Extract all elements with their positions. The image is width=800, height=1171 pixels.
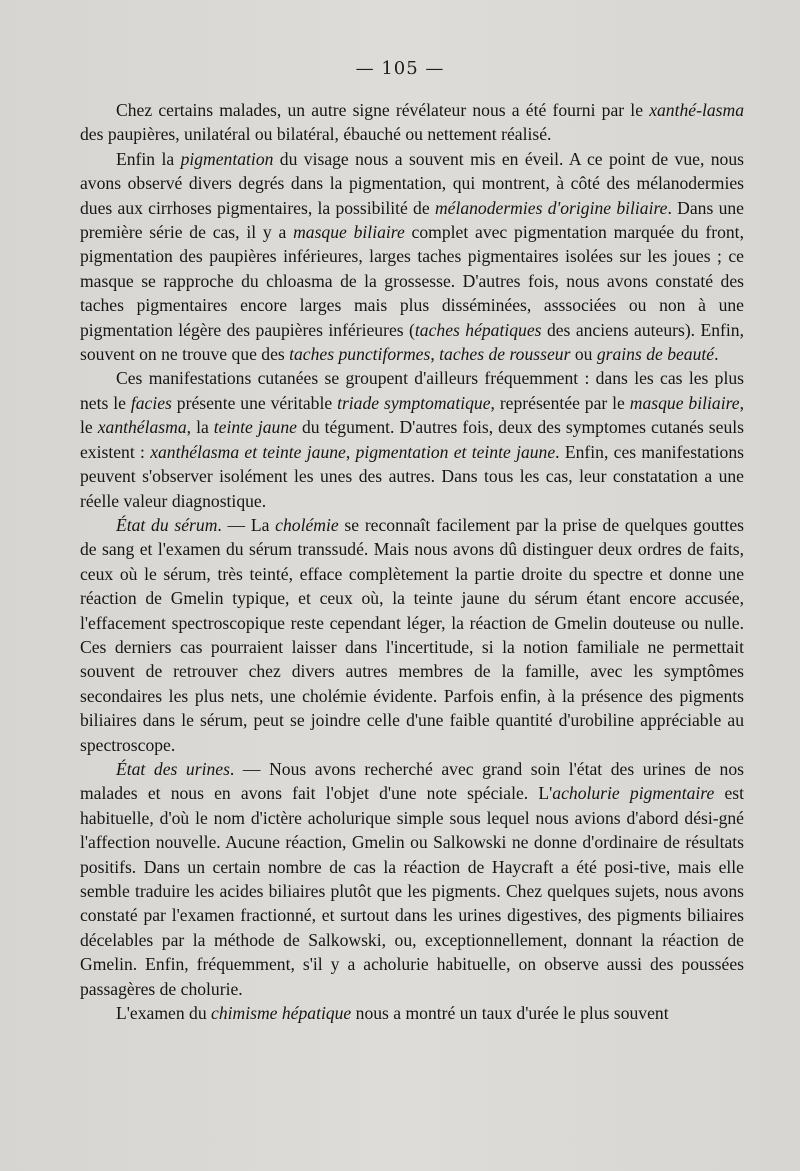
italic-text: État des urines: [116, 758, 230, 779]
text-run: du tégument. D'autres fois, deux des symptomes cutanés seuls existent :: [80, 417, 744, 462]
text-run: nous a montré un taux d'urée le plus souvent: [351, 1003, 669, 1024]
text-run: Ces manifestations cutanées se groupent d'ailleurs fréquemment : dans les cas les plus nets le: [80, 368, 744, 413]
text-run: des paupières, unilatéral ou bilatéral, ébauché ou nettement réalisé.: [80, 124, 552, 145]
paragraph: [80, 1001, 744, 1025]
italic-text: cholémie: [275, 514, 339, 535]
text-run: Enfin la: [116, 148, 181, 169]
italic-text: taches punctiformes: [289, 344, 431, 365]
text-run: . Enfin, ces manifestations peuvent s'observer isolément les unes des autres. Dans tous les cas, leur constatation a une réelle valeur diagnostique.: [80, 441, 744, 511]
text-run: ,: [430, 344, 440, 365]
italic-text: xanthé-lasma: [649, 100, 744, 120]
italic-text: chimisme hépatique: [211, 1003, 352, 1024]
text-run: Chez certains malades, un autre signe révélateur nous a été fourni par le: [116, 100, 650, 120]
italic-text: pigmentation et teinte jaune: [355, 441, 556, 462]
italic-text: teinte jaune: [213, 417, 297, 438]
italic-text: État du sérum: [116, 514, 218, 535]
paragraph: [80, 98, 744, 147]
text-run: ,: [345, 441, 356, 462]
text-run: complet avec pigmentation marquée du front, pigmentation des paupières inférieures, larges taches pigmentaires isolées sur les joues ; ce masque se rapproche du chloasma de la grossesse. D'autres fois, nous avons constaté des taches pigmentaires encore larges mais plus disséminées, asssociées ou non à une pigmentation légère des paupières inférieures (: [80, 222, 744, 340]
text-run: . — La: [217, 514, 276, 535]
italic-text: facies: [130, 392, 172, 413]
italic-text: taches de rousseur: [439, 344, 571, 365]
text-run: , la: [186, 417, 214, 438]
text-run: ou: [570, 344, 597, 365]
page-number: — 105 —: [355, 58, 445, 79]
text-run: du visage nous a souvent mis en éveil. A ce point de vue, nous avons observé divers degrés dans la pigmentation, qui montrent, à côté des mélanodermies dues aux cirrhoses pigmentaires, la possibilité de: [80, 148, 744, 218]
italic-text: acholurie pigmentaire: [552, 783, 715, 804]
italic-text: masque biliaire: [629, 392, 740, 413]
italic-text: xanthélasma et teinte jaune: [150, 441, 346, 462]
italic-text: taches hépatiques: [414, 319, 542, 340]
italic-text: triade symptomatique: [337, 392, 491, 413]
italic-text: mélanodermies d'origine biliaire: [434, 197, 668, 218]
text-run: des anciens auteurs). Enfin, souvent on ne trouve que des: [80, 319, 744, 365]
italic-text: grains de beauté: [596, 344, 715, 365]
text-run: . — Nous avons recherché avec grand soin l'état des urines de nos malades et nous en avons fait l'objet d'une note spéciale. L': [80, 758, 744, 804]
paragraph: [80, 757, 744, 1001]
text-run: L'examen du: [116, 1003, 212, 1024]
paragraph: [80, 366, 744, 512]
italic-text: xanthélasma: [97, 417, 187, 438]
text-run: .: [714, 344, 719, 365]
text-run: . Dans une première série de cas, il y a: [80, 197, 744, 243]
italic-text: masque biliaire: [293, 222, 405, 243]
italic-text: pigmentation: [180, 148, 274, 169]
text-run: , le: [80, 392, 744, 438]
text-run: se reconnaît facilement par la prise de quelques gouttes de sang et l'examen du sérum transsudé. Mais nous avons dû distinguer deux ordres de faits, ceux où le sérum, très teinté, efface complètement la partie droite du spectre et donne une réaction de Gmelin typique, et ceux où, la teinte jaune du sérum étant encore accusée, l'effacement spectroscopique reste cependant léger, la réaction de Gmelin douteuse ou nulle. Ces derniers cas pourraient laisser dans l'incertitude, si la notion familiale ne permettait souvent de retrouver chez divers autres membres de la famille, avec les symptômes secondaires les plus nets, une cholémie évidente. Parfois enfin, à la présence des pigments biliaires dans le sérum, peut se joindre celle d'une faible quantité d'urobiline appréciable au spectroscope.: [80, 514, 745, 755]
paragraph: [80, 147, 744, 367]
text-run: présente une véritable: [171, 392, 338, 413]
paragraph: [80, 513, 744, 757]
text-run: est habituelle, d'où le nom d'ictère acholurique simple sous lequel nous avions d'abord dési-gné l'affection nouvelle. Aucune réaction, Gmelin ou Salkowski ne donne d'ordinaire de résultats positifs. Dans un certain nombre de cas la réaction de Haycraft a été posi-tive, mais elle semble traduire les acides biliaires plutôt que les pigments. Chez quelques sujets, nous avons constaté par l'examen fractionné, et surtout dans les urines digestives, des pigments biliaires décelables par la méthode de Salkowski, ou, exceptionnellement, donnant la réaction de Gmelin. Enfin, fréquemment, s'il y a acholurie habituelle, on observe aussi des poussées passagères de cholurie.: [80, 783, 744, 999]
text-run: , représentée par le: [490, 392, 630, 413]
body-text: [80, 98, 744, 1025]
